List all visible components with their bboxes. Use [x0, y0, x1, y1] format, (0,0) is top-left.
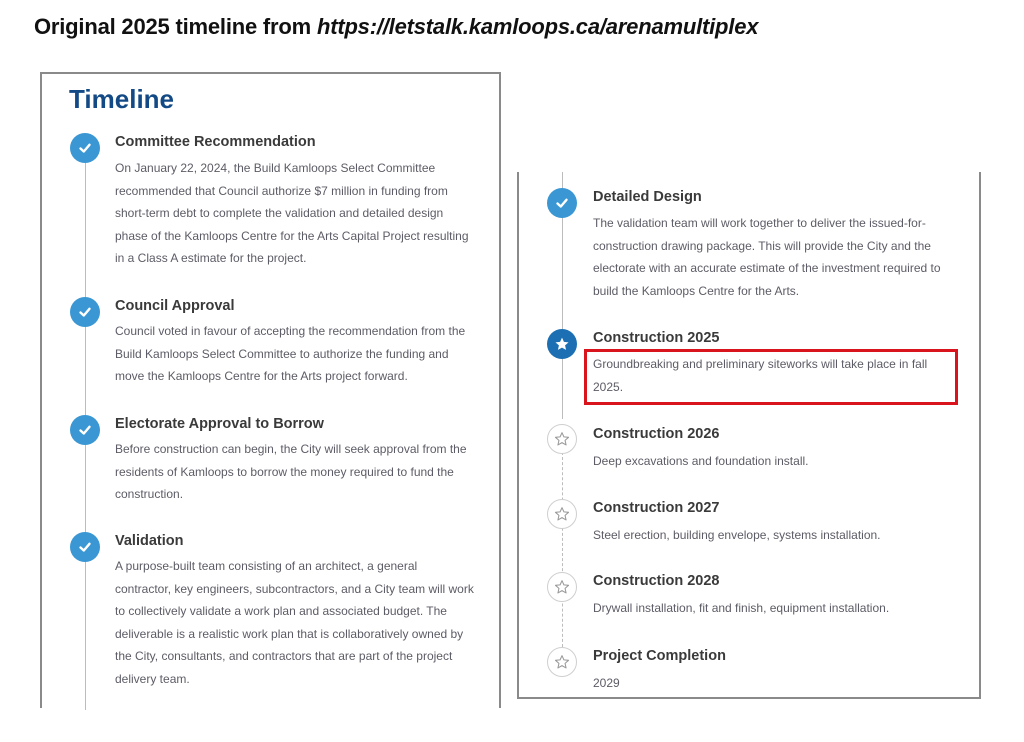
check-icon	[547, 188, 577, 218]
timeline-item-description: Drywall installation, fit and finish, equipment installation.	[593, 601, 890, 615]
timeline-item-description: Council voted in favour of accepting the recommendation from the Build Kamloops Select Committee to authorize the funding and move the Kamloops Centre for the Arts project forward.	[115, 324, 466, 383]
caption-url: https://letstalk.kamloops.ca/arenamultiplex	[316, 14, 759, 39]
star-outline-icon	[547, 572, 577, 602]
timeline-item-title: Validation	[115, 533, 184, 549]
timeline-item-title: Construction 2025	[593, 330, 720, 346]
timeline-item-description: On January 22, 2024, the Build Kamloops Select Committee recommended that Council authorize $7 million in funding from short-term debt to complete the validation and detailed design phase of the Kamloops Centre for the Arts Capital Project resulting in a Class A estimate for the project.	[115, 161, 469, 265]
check-icon	[70, 532, 100, 562]
check-icon	[70, 415, 100, 445]
check-icon	[70, 297, 100, 327]
timeline-item-title: Council Approval	[115, 298, 235, 314]
timeline-item-title: Construction 2026	[593, 426, 720, 442]
timeline-item-description: Before construction can begin, the City will seek approval from the residents of Kamloops to borrow the money required to fund the construction.	[115, 442, 467, 501]
timeline-item-title: Project Completion	[593, 648, 726, 664]
timeline-item-description: Groundbreaking and preliminary siteworks will take place in fall 2025.	[593, 357, 928, 394]
timeline-panel-left	[40, 72, 501, 708]
star-outline-icon	[547, 499, 577, 529]
timeline-item-description: The validation team will work together to deliver the issued-for-construction drawing package. This will provide the City and the electorate with an accurate estimate of the investment required to build the Kamloops Centre for the Arts.	[593, 216, 941, 298]
caption-prefix: Original 2025 timeline from	[34, 14, 312, 39]
timeline-rail-dashed	[562, 452, 564, 652]
timeline-item-description: Steel erection, building envelope, systems installation.	[593, 528, 881, 542]
image-caption	[34, 14, 758, 40]
star-outline-icon	[547, 424, 577, 454]
timeline-item-description: Deep excavations and foundation install.	[593, 454, 809, 468]
timeline-item-title: Detailed Design	[593, 189, 702, 205]
timeline-item-title: Construction 2027	[593, 500, 720, 516]
check-icon	[70, 133, 100, 163]
timeline-item-title: Electorate Approval to Borrow	[115, 416, 324, 432]
timeline-item-description: A purpose-built team consisting of an architect, a general contractor, key engineers, subcontractors, and a City team will work to collectively validate a work plan and associated budget. The deliverable is a realistic work plan that is collaboratively owned by the City, consultants, and contractors that are part of the project delivery team.	[115, 559, 474, 686]
timeline-item-title: Construction 2028	[593, 573, 720, 589]
timeline-title: Timeline	[69, 84, 175, 114]
timeline-panel-right	[517, 172, 981, 699]
highlight-box-construction-2025	[584, 349, 958, 405]
star-outline-icon	[547, 647, 577, 677]
star-filled-icon	[547, 329, 577, 359]
timeline-item-description: 2029	[593, 676, 620, 690]
timeline-item-title: Committee Recommendation	[115, 134, 316, 150]
